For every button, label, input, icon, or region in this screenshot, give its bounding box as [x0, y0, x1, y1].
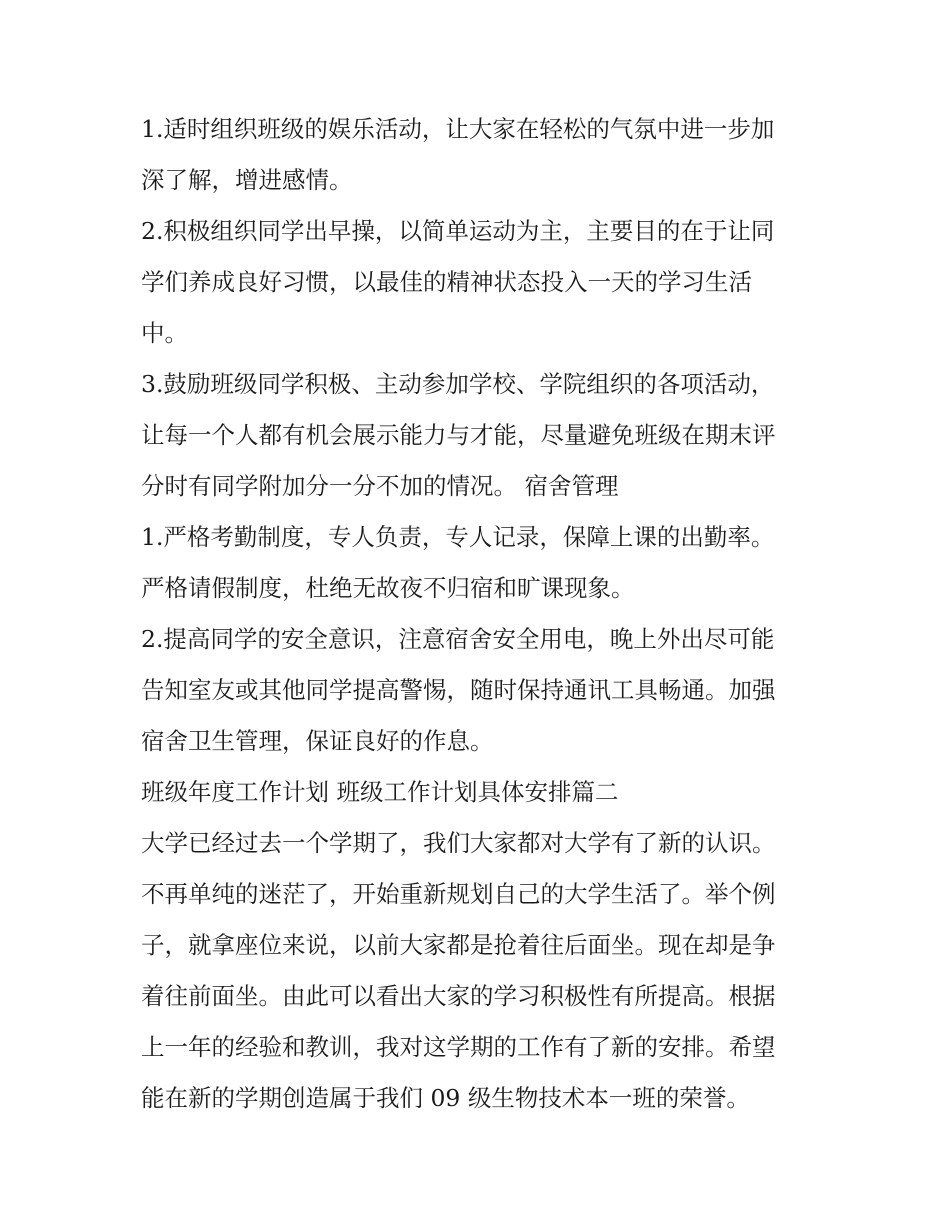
text-line: 不再单纯的迷茫了，开始重新规划自己的大学生活了。举个例 — [141, 880, 776, 908]
text-line: 分时有同学附加分一分不加的情况。 宿舍管理 — [141, 472, 619, 500]
text-line: 宿舍卫生管理，保证良好的作息。 — [141, 727, 494, 755]
text-line: 2.积极组织同学出早操，以简单运动为主，主要目的在于让同 — [141, 217, 775, 245]
text-line: 1.严格考勤制度，专人负责，专人记录，保障上课的出勤率。 — [141, 523, 775, 551]
text-line: 子，就拿座位来说，以前大家都是抢着往后面坐。现在却是争 — [141, 931, 776, 959]
text-line: 2.提高同学的安全意识，注意宿舍安全用电，晚上外出尽可能 — [141, 625, 775, 653]
text-line: 上一年的经验和教训，我对这学期的工作有了新的安排。希望 — [141, 1033, 776, 1061]
text-line: 中。 — [141, 319, 188, 347]
text-line: 告知室友或其他同学提高警惕，随时保持通讯工具畅通。加强 — [141, 676, 776, 704]
text-line: 1.适时组织班级的娱乐活动，让大家在轻松的气氛中进一步加 — [141, 115, 775, 143]
text-line: 让每一个人都有机会展示能力与才能，尽量避免班级在期末评 — [141, 421, 776, 449]
text-line: 大学已经过去一个学期了，我们大家都对大学有了新的认识。 — [141, 829, 776, 857]
text-line: 学们养成良好习惯，以最佳的精神状态投入一天的学习生活 — [141, 268, 752, 296]
text-line: 严格请假制度，杜绝无故夜不归宿和旷课现象。 — [141, 574, 635, 602]
document-body — [141, 104, 821, 1124]
text-line: 深了解，增进感情。 — [141, 166, 353, 194]
text-line: 着往前面坐。由此可以看出大家的学习积极性有所提高。根据 — [141, 982, 776, 1010]
text-line: 3.鼓励班级同学积极、主动参加学校、学院组织的各项活动， — [141, 370, 775, 398]
text-line: 能在新的学期创造属于我们 09 级生物技术本一班的荣誉。 — [141, 1084, 750, 1112]
section-heading: 班级年度工作计划 班级工作计划具体安排篇二 — [141, 778, 619, 806]
